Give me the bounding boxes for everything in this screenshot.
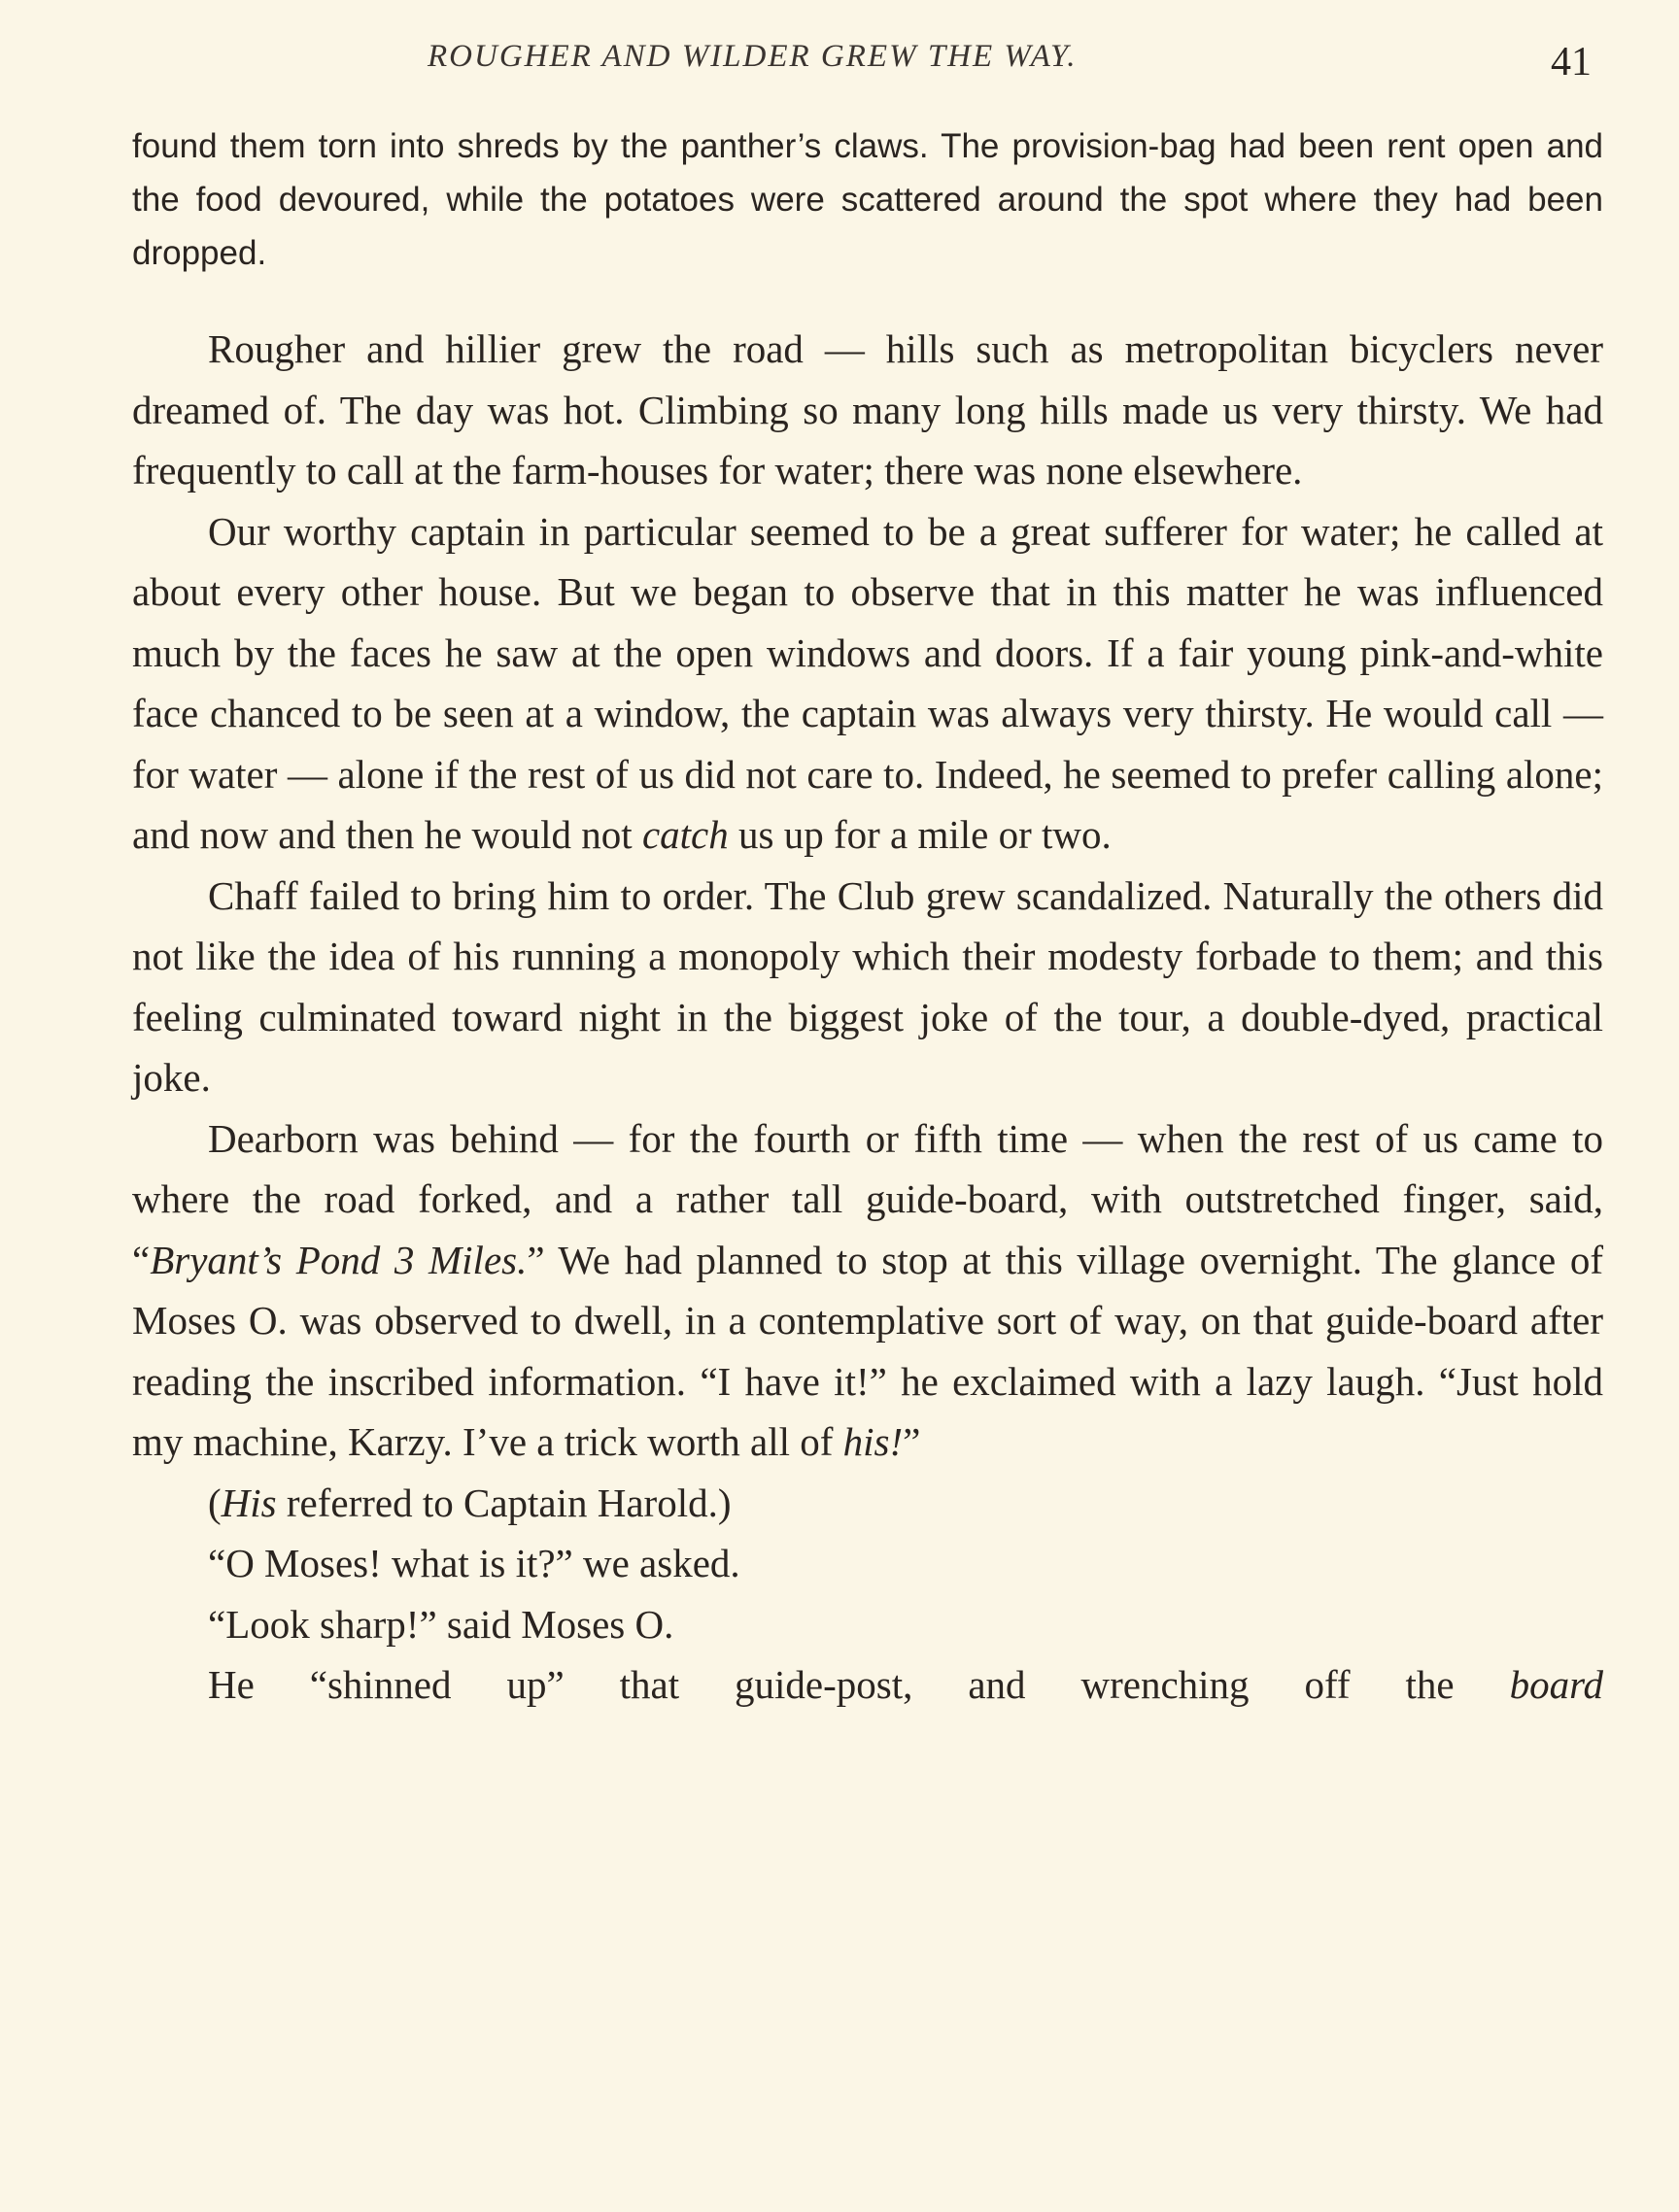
paragraph-captain-italic: catch: [641, 812, 729, 857]
paragraph-his-note: [132, 1473, 1603, 1534]
paragraph-question: “O Moses! what is it?” we asked.: [208, 1541, 740, 1585]
page-number: 41: [1551, 40, 1592, 85]
paragraph-dearborn: [132, 1108, 1603, 1473]
paragraph-road: Rougher and hillier grew the road — hills such as metropolitan bicyclers never dreamed of. The day was hot. Climbing so many long hills made us very thirsty. We had frequently to call at the farm-houses for water; there was none elsewhere.: [132, 326, 1603, 493]
paragraph-his-note-italic: His: [221, 1480, 277, 1525]
paragraph-shinned: [132, 1654, 1603, 1716]
paragraph-captain-text-end: us up for a mile or two.: [728, 812, 1112, 857]
paragraph-his-note-text: referred to Captain Harold.): [276, 1480, 732, 1525]
main-text-block: [132, 319, 1603, 1716]
intro-paragraph: found them torn into shreds by the panther’s claws. The provision-bag had been rent open and the food devoured, while the potatoes were scattered around the spot where they had been dropped.: [132, 127, 1603, 272]
paragraph-dearborn-text: Dearborn was behind — for the fourth or fifth time — when the rest of us came to where the road forked, and a rather tall guide-board, with outstretched finger, said, “: [132, 1115, 1603, 1282]
paragraph-his-note-open: (: [208, 1480, 222, 1525]
intro-paragraph-block: [132, 119, 1603, 280]
paragraph-captain-text: Our worthy captain in particular seemed to be a great sufferer for water; he called at about every other house. But we began to observe that in this matter he was influenced much by the faces he saw at the open windows and doors. If a fair young pink-and-white face chanced to be seen at a window, the captain was always very thirsty. He would call — for water — alone if the rest of us did not care to. Indeed, he seemed to prefer calling alone; and now and then he would not: [132, 508, 1603, 857]
running-head: ROUGHER AND WILDER GREW THE WAY.: [428, 39, 1078, 74]
paragraph-shinned-text: He “shinned up” that guide-post, and wrenching off the: [208, 1662, 1510, 1707]
paragraph-captain: [132, 501, 1603, 866]
paragraph-shinned-italic: board: [1509, 1662, 1603, 1707]
guide-board-inscription: Bryant’s Pond 3 Miles.: [150, 1237, 528, 1282]
paragraph-dearborn-italic: his!: [842, 1419, 904, 1464]
paragraph-look-sharp: “Look sharp!” said Moses O.: [208, 1601, 674, 1647]
paragraph-chaff: Chaff failed to bring him to order. The Club grew scandalized. Naturally the others did not like the idea of his running a monopoly which their modesty forbade to them; and this feeling culminated toward night in the biggest joke of the tour, a double-dyed, practical joke.: [132, 872, 1603, 1100]
paragraph-dearborn-text-mid: ” We had planned to stop at this village overnight. The glance of Moses O. was observed to dwell, in a contemplative sort of way, on that guide-board after reading the inscribed information. “I have it!” he exclaimed with a lazy laugh. “Just hold my machine, Karzy. I’ve a trick worth all of: [132, 1237, 1603, 1464]
paragraph-dearborn-text-end: ”: [903, 1419, 921, 1464]
